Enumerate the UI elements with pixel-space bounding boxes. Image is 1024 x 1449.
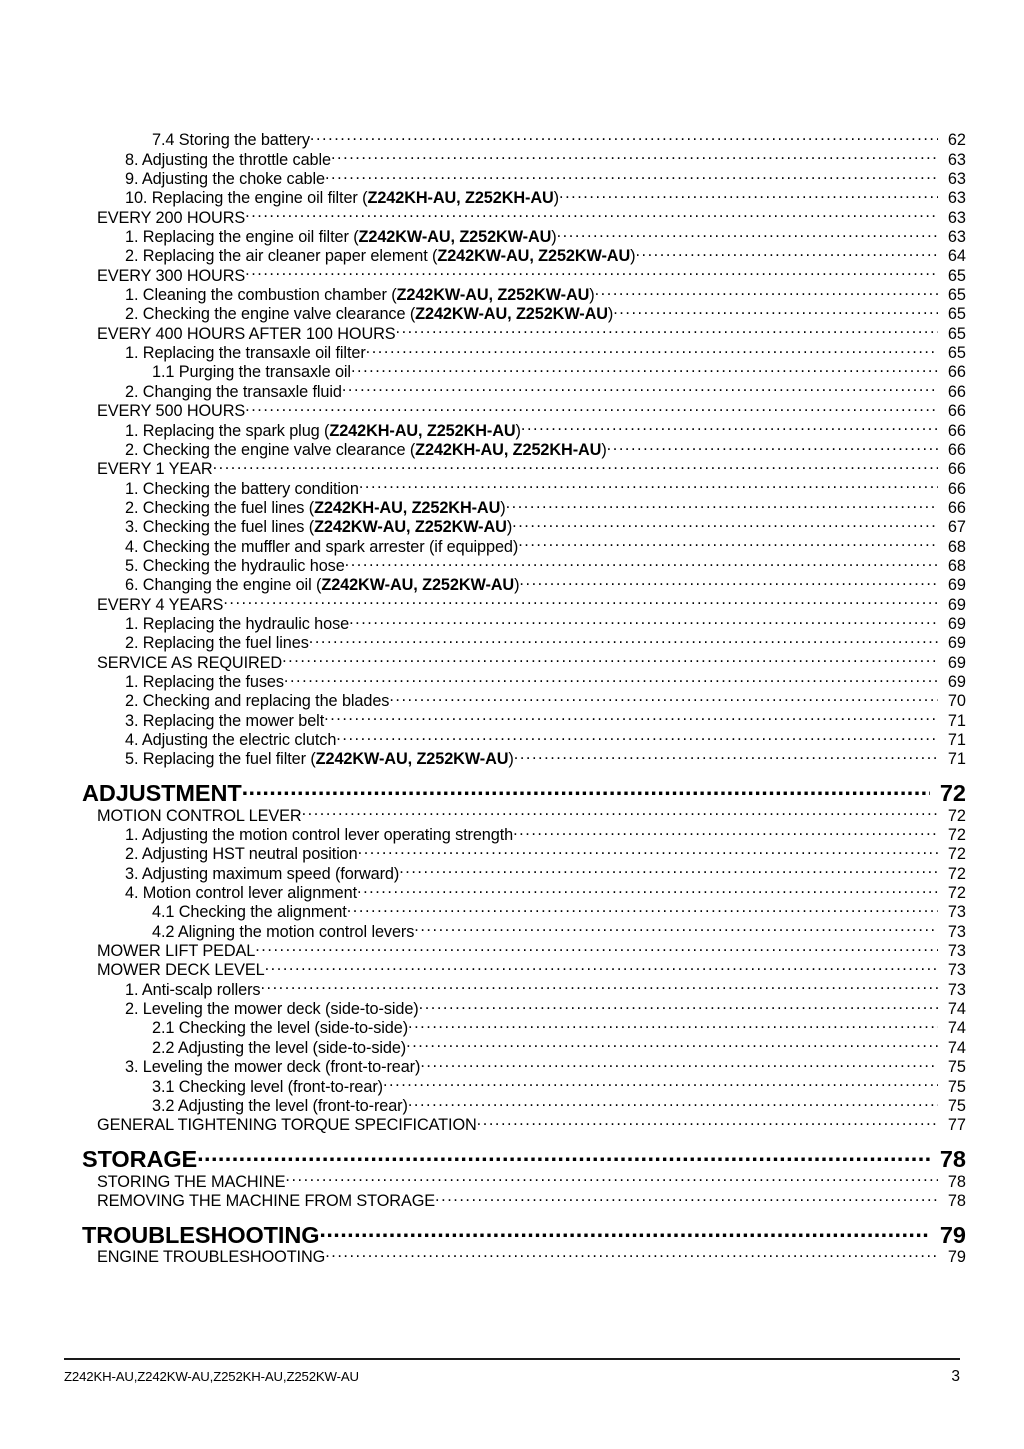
toc-entry-label <box>125 518 512 537</box>
toc-entry-label <box>125 557 345 576</box>
toc-entry-label <box>97 1173 285 1192</box>
toc-entry-label <box>152 131 310 150</box>
toc-leader-dots <box>513 821 938 840</box>
toc-entry-page-number: 66 <box>947 402 966 421</box>
toc-entry-label <box>125 480 359 499</box>
toc-entry-model-codes: Z242KW-AU, Z252KW-AU <box>437 247 631 266</box>
toc-entry-text: 2. Changing the transaxle fluid <box>125 382 342 401</box>
toc-leader-dots <box>319 1215 930 1243</box>
footer-model-list: Z242KH-AU,Z242KW-AU,Z252KH-AU,Z252KW-AU <box>64 1369 359 1384</box>
toc-entry-page-number: 73 <box>947 903 966 922</box>
toc-entry-text: 1. Replacing the spark plug ( <box>125 421 330 440</box>
toc-entry-text: MOWER LIFT PEDAL <box>97 942 256 961</box>
toc-entry-label <box>125 884 357 903</box>
toc-entry-page-number: 69 <box>947 576 966 595</box>
toc-entry-page-number: 66 <box>947 440 966 459</box>
toc-leader-dots <box>349 610 938 629</box>
toc-entry-label <box>125 750 514 769</box>
toc-entry-text: 1.1 Purging the transaxle oil <box>152 363 351 382</box>
toc-leader-dots <box>331 145 938 164</box>
toc-entry-page-number: 71 <box>947 711 966 730</box>
toc-entry-text: 3. Replacing the mower belt <box>125 711 325 730</box>
toc-entry-page-number: 78 <box>939 1146 966 1173</box>
toc-entry-label <box>125 286 595 305</box>
toc-entry-text-suffix: ) <box>508 750 514 769</box>
toc-entry-page-number: 75 <box>947 1077 966 1096</box>
toc-entry-label <box>97 1248 325 1267</box>
toc-entry-text: 7.4 Storing the battery <box>152 131 310 150</box>
toc-entry-page-number: 66 <box>947 460 966 479</box>
toc-entry-text: 2. Replacing the fuel lines <box>125 634 309 653</box>
toc-entry-page-number: 66 <box>947 363 966 382</box>
toc-entry-page-number: 64 <box>947 247 966 266</box>
toc-leader-dots <box>406 1033 938 1052</box>
toc-entry-label <box>82 779 242 807</box>
toc-entry-label <box>97 460 213 479</box>
toc-entry-text-suffix: ) <box>500 498 506 517</box>
toc-entry-model-codes: Z242KW-AU, Z252KW-AU <box>314 518 507 537</box>
toc-entry-text: 2. Leveling the mower deck (side-to-side) <box>125 1000 419 1019</box>
toc-leader-dots <box>265 956 938 975</box>
toc-entry[interactable] <box>0 773 1024 807</box>
toc-entry-text: 2. Adjusting HST neutral position <box>125 845 358 864</box>
toc-leader-dots <box>197 1139 930 1167</box>
toc-entry-label <box>97 402 245 421</box>
toc-entry-page-number: 73 <box>947 980 966 999</box>
toc-entry-label <box>97 942 255 961</box>
toc-leader-dots <box>399 859 938 878</box>
toc-entry-text: 4.2 Aligning the motion control levers <box>152 922 415 941</box>
toc-leader-dots <box>414 917 938 936</box>
toc-leader-dots <box>514 745 938 764</box>
toc-entry-text: MOTION CONTROL LEVER <box>97 806 302 825</box>
toc-entry-text-suffix: ) <box>601 440 607 459</box>
toc-entry-text: TROUBLESHOOTING <box>82 1221 320 1248</box>
toc-entry-text: 1. Replacing the fuses <box>125 672 284 691</box>
toc-entry-text: STORAGE <box>82 1146 198 1173</box>
toc-entry-page-number: 69 <box>947 614 966 633</box>
toc-entry-text-suffix: ) <box>589 286 595 305</box>
toc-entry-page-number: 78 <box>947 1191 966 1210</box>
toc-leader-dots <box>336 726 938 745</box>
toc-entry-label <box>97 961 265 980</box>
toc-entry-text: EVERY 500 HOURS <box>97 402 246 421</box>
toc-entry-page-number: 66 <box>947 421 966 440</box>
toc-entry[interactable] <box>0 126 1024 150</box>
toc-entry-page-number: 63 <box>947 150 966 169</box>
toc-entry-label <box>152 903 347 922</box>
toc-entry-label <box>125 712 324 731</box>
toc-entry-text: 3. Checking the fuel lines ( <box>125 518 315 537</box>
toc-entry-page-number: 75 <box>947 1058 966 1077</box>
toc-entry-page-number: 72 <box>947 806 966 825</box>
toc-leader-dots <box>635 242 938 261</box>
toc-entry-page-number: 71 <box>947 731 966 749</box>
toc-entry-page-number: 72 <box>947 864 966 883</box>
toc-entry-text: 8. Adjusting the throttle cable <box>125 150 331 169</box>
toc-leader-dots <box>607 436 938 455</box>
toc-entry-page-number: 65 <box>947 266 966 285</box>
toc-entry-text: EVERY 400 HOURS AFTER 100 HOURS <box>97 324 396 343</box>
toc-entry-page-number: 73 <box>947 942 966 961</box>
toc-entry-label <box>82 1221 319 1249</box>
toc-entry-text: SERVICE AS REQUIRED <box>97 653 283 672</box>
toc-entry-label <box>125 1000 419 1019</box>
toc-leader-dots <box>223 590 938 609</box>
toc-entry-text: GENERAL TIGHTENING TORQUE SPECIFICATION <box>97 1116 477 1135</box>
toc-leader-dots <box>357 879 938 898</box>
toc-leader-dots <box>359 474 938 493</box>
toc-entry-text-suffix: ) <box>553 189 559 208</box>
toc-entry-text-suffix: ) <box>551 228 557 247</box>
toc-entry-text: 2. Checking the engine valve clearance ( <box>125 440 416 459</box>
footer-page-number: 3 <box>951 1368 960 1385</box>
toc-entry-text-suffix: ) <box>630 247 636 266</box>
toc-entry-page-number: 66 <box>947 382 966 401</box>
toc-leader-dots <box>325 1243 938 1262</box>
table-of-contents <box>0 126 1024 1267</box>
toc-entry-page-number: 65 <box>947 324 966 343</box>
toc-entry-label <box>125 151 331 170</box>
toc-entry-model-codes: Z242KW-AU, Z252KW-AU <box>415 305 608 324</box>
toc-entry-page-number: 68 <box>947 556 966 575</box>
toc-entry-text: 1. Replacing the engine oil filter ( <box>125 228 359 247</box>
toc-entry-text: 3. Leveling the mower deck (front-to-rear) <box>125 1058 421 1077</box>
toc-entry-label <box>125 228 557 247</box>
toc-leader-dots <box>324 706 938 725</box>
toc-entry-page-number: 65 <box>947 305 966 324</box>
toc-leader-dots <box>396 319 938 338</box>
toc-entry-text: 2. Checking and replacing the blades <box>125 692 390 711</box>
toc-leader-dots <box>519 571 938 590</box>
toc-leader-dots <box>245 261 938 280</box>
toc-entry-text: 1. Anti-scalp rollers <box>125 980 261 999</box>
toc-entry-page-number: 68 <box>947 537 966 556</box>
footer-divider <box>64 1358 960 1360</box>
toc-entry-page-number: 71 <box>947 750 966 769</box>
toc-leader-dots <box>521 416 938 435</box>
toc-entry-page-number: 74 <box>947 1038 966 1057</box>
toc-entry-page-number: 74 <box>947 1019 966 1038</box>
toc-entry-page-number: 72 <box>939 780 966 807</box>
toc-leader-dots <box>345 552 938 571</box>
toc-leader-dots <box>351 358 938 377</box>
toc-leader-dots <box>420 1053 938 1072</box>
toc-entry-text: 2.2 Adjusting the level (side-to-side) <box>152 1038 407 1057</box>
toc-leader-dots <box>613 300 938 319</box>
toc-entry-label <box>97 1116 477 1135</box>
toc-entry-text: 1. Replacing the transaxle oil filter <box>125 344 366 363</box>
toc-entry-page-number: 78 <box>947 1172 966 1191</box>
toc-entry-text: EVERY 300 HOURS <box>97 266 246 285</box>
toc-entry-label <box>152 1039 406 1058</box>
toc-entry-text: 1. Checking the battery condition <box>125 479 359 498</box>
toc-leader-dots <box>559 184 938 203</box>
toc-entry-text: 3.2 Adjusting the level (front-to-rear) <box>152 1096 408 1115</box>
toc-entry-page-number: 79 <box>947 1248 966 1267</box>
toc-leader-dots <box>255 937 938 956</box>
toc-leader-dots <box>245 397 938 416</box>
toc-entry-label <box>125 1058 420 1077</box>
toc-entry-page-number: 69 <box>947 634 966 653</box>
toc-entry-page-number: 65 <box>947 344 966 363</box>
toc-leader-dots <box>347 898 938 917</box>
toc-entry-text: 4. Checking the muffler and spark arrester (if equipped) <box>125 537 519 556</box>
toc-entry-text: 4. Adjusting the electric clutch <box>125 731 337 749</box>
toc-leader-dots <box>383 1072 938 1091</box>
toc-leader-dots <box>506 494 938 513</box>
toc-entry-text-suffix: ) <box>514 576 520 595</box>
toc-entry-model-codes: Z242KW-AU, Z252KW-AU <box>396 286 590 305</box>
toc-entry-label <box>97 267 245 286</box>
toc-leader-dots <box>358 840 938 859</box>
toc-entry-label <box>125 499 506 518</box>
toc-entry-text: 2. Checking the engine valve clearance ( <box>125 305 416 324</box>
toc-entry-text: 2. Replacing the air cleaner paper element ( <box>125 247 438 266</box>
toc-entry-page-number: 66 <box>947 479 966 498</box>
toc-leader-dots <box>419 995 938 1014</box>
toc-entry-label <box>152 1078 383 1097</box>
toc-entry-label <box>82 1145 197 1173</box>
toc-leader-dots <box>310 126 938 145</box>
toc-entry-label <box>152 363 351 382</box>
toc-entry-model-codes: Z242KW-AU, Z252KW-AU <box>315 750 509 769</box>
toc-entry-page-number: 72 <box>947 826 966 845</box>
toc-entry[interactable] <box>0 1139 1024 1173</box>
toc-entry-label <box>97 209 245 228</box>
toc-entry-page-number: 69 <box>947 653 966 672</box>
toc-entry-text-suffix: ) <box>506 518 513 537</box>
toc-entry-page-number: 62 <box>947 131 966 150</box>
toc-leader-dots <box>245 203 938 222</box>
toc-entry-text: 3. Adjusting maximum speed (forward) <box>125 864 400 883</box>
toc-entry-label <box>125 673 284 692</box>
toc-leader-dots <box>260 975 938 994</box>
toc-entry-text: REMOVING THE MACHINE FROM STORAGE <box>97 1191 436 1210</box>
toc-leader-dots <box>408 1014 938 1033</box>
toc-leader-dots <box>309 629 938 648</box>
toc-entry-text: 4.1 Checking the alignment <box>152 903 347 922</box>
toc-entry-model-codes: Z242KH-AU, Z252KH-AU <box>367 189 554 208</box>
toc-entry-text: 5. Checking the hydraulic hose <box>125 556 345 575</box>
toc-leader-dots <box>389 687 938 706</box>
toc-entry-page-number: 72 <box>947 845 966 864</box>
toc-entry-page-number: 63 <box>947 170 966 189</box>
toc-leader-dots <box>512 513 938 532</box>
toc-entry[interactable] <box>0 1215 1024 1248</box>
toc-entry-label <box>97 807 302 826</box>
toc-entry-page-number: 77 <box>947 1116 966 1135</box>
toc-entry-model-codes: Z242KW-AU, Z252KW-AU <box>358 228 552 247</box>
toc-entry-text: 1. Replacing the hydraulic hose <box>125 614 350 633</box>
toc-entry-text: 5. Replacing the fuel filter ( <box>125 750 316 769</box>
toc-entry-label <box>97 1192 435 1211</box>
page-footer <box>64 1368 960 1386</box>
toc-entry-page-number: 63 <box>947 208 966 227</box>
toc-leader-dots <box>242 773 930 801</box>
toc-entry-page-number: 63 <box>947 189 966 208</box>
toc-entry-text-suffix: ) <box>607 305 614 324</box>
toc-entry-text: MOWER DECK LEVEL <box>97 961 265 980</box>
toc-entry-text: EVERY 1 YEAR <box>97 460 213 479</box>
toc-entry-text: 2.1 Checking the level (side-to-side) <box>152 1019 409 1038</box>
toc-entry-text: 1. Adjusting the motion control lever operating strength <box>125 826 514 845</box>
toc-entry-text: ENGINE TROUBLESHOOTING <box>97 1248 326 1267</box>
toc-entry-label <box>152 1019 408 1038</box>
toc-leader-dots <box>325 165 938 184</box>
toc-entry-label <box>125 170 325 189</box>
toc-entry-page-number: 69 <box>947 595 966 614</box>
toc-leader-dots <box>285 1167 938 1186</box>
toc-entry-text: 9. Adjusting the choke cable <box>125 170 325 189</box>
toc-entry-label <box>152 1097 408 1116</box>
toc-entry-label <box>97 325 396 344</box>
toc-entry-page-number: 69 <box>947 672 966 691</box>
toc-leader-dots <box>477 1111 938 1130</box>
toc-entry-label <box>125 422 521 441</box>
toc-leader-dots <box>342 377 938 396</box>
toc-leader-dots <box>282 648 938 667</box>
toc-entry-text-suffix: ) <box>515 421 521 440</box>
toc-entry-page-number: 70 <box>947 692 966 711</box>
toc-entry-model-codes: Z242KH-AU, Z252KH-AU <box>329 421 516 440</box>
toc-entry-page-number: 79 <box>939 1221 966 1248</box>
toc-entry-page-number: 74 <box>947 1000 966 1019</box>
toc-entry-text: 4. Motion control lever alignment <box>125 884 357 903</box>
toc-entry-label <box>125 731 336 750</box>
toc-entry-page-number: 65 <box>947 286 966 305</box>
toc-entry-text: 2. Checking the fuel lines ( <box>125 498 315 517</box>
toc-leader-dots <box>284 668 938 687</box>
toc-entry-model-codes: Z242KW-AU, Z252KW-AU <box>321 576 515 595</box>
toc-entry-page-number: 67 <box>947 518 966 537</box>
toc-leader-dots <box>595 281 938 300</box>
toc-entry-label <box>97 596 223 615</box>
toc-entry-page-number: 73 <box>947 961 966 980</box>
toc-entry-model-codes: Z242KH-AU, Z252KH-AU <box>314 498 501 517</box>
toc-leader-dots <box>557 223 938 242</box>
toc-entry-text: 10. Replacing the engine oil filter ( <box>125 189 368 208</box>
toc-entry-text: 3.1 Checking level (front-to-rear) <box>152 1077 383 1096</box>
toc-leader-dots <box>366 339 938 358</box>
toc-entry-label <box>125 981 260 1000</box>
toc-entry-page-number: 63 <box>947 228 966 247</box>
toc-leader-dots <box>518 532 938 551</box>
toc-leader-dots <box>435 1187 938 1206</box>
toc-entry-model-codes: Z242KH-AU, Z252KH-AU <box>415 440 602 459</box>
toc-entry-text: EVERY 4 YEARS <box>97 595 224 614</box>
toc-entry-text: 1. Cleaning the combustion chamber ( <box>125 286 397 305</box>
toc-leader-dots <box>302 801 938 820</box>
toc-entry-page-number: 72 <box>947 884 966 903</box>
toc-entry-page-number: 75 <box>947 1096 966 1115</box>
toc-entry-page-number: 73 <box>947 922 966 941</box>
toc-entry-text: STORING THE MACHINE <box>97 1172 286 1191</box>
toc-entry-page-number: 66 <box>947 498 966 517</box>
toc-leader-dots <box>408 1092 938 1111</box>
toc-entry-text: 6. Changing the engine oil ( <box>125 576 322 595</box>
toc-entry-label <box>125 845 358 864</box>
toc-leader-dots <box>213 455 938 474</box>
toc-entry-text: EVERY 200 HOURS <box>97 208 246 227</box>
toc-entry-text: ADJUSTMENT <box>82 780 242 807</box>
toc-entry-label <box>125 344 366 363</box>
toc-entry-label <box>97 654 282 673</box>
